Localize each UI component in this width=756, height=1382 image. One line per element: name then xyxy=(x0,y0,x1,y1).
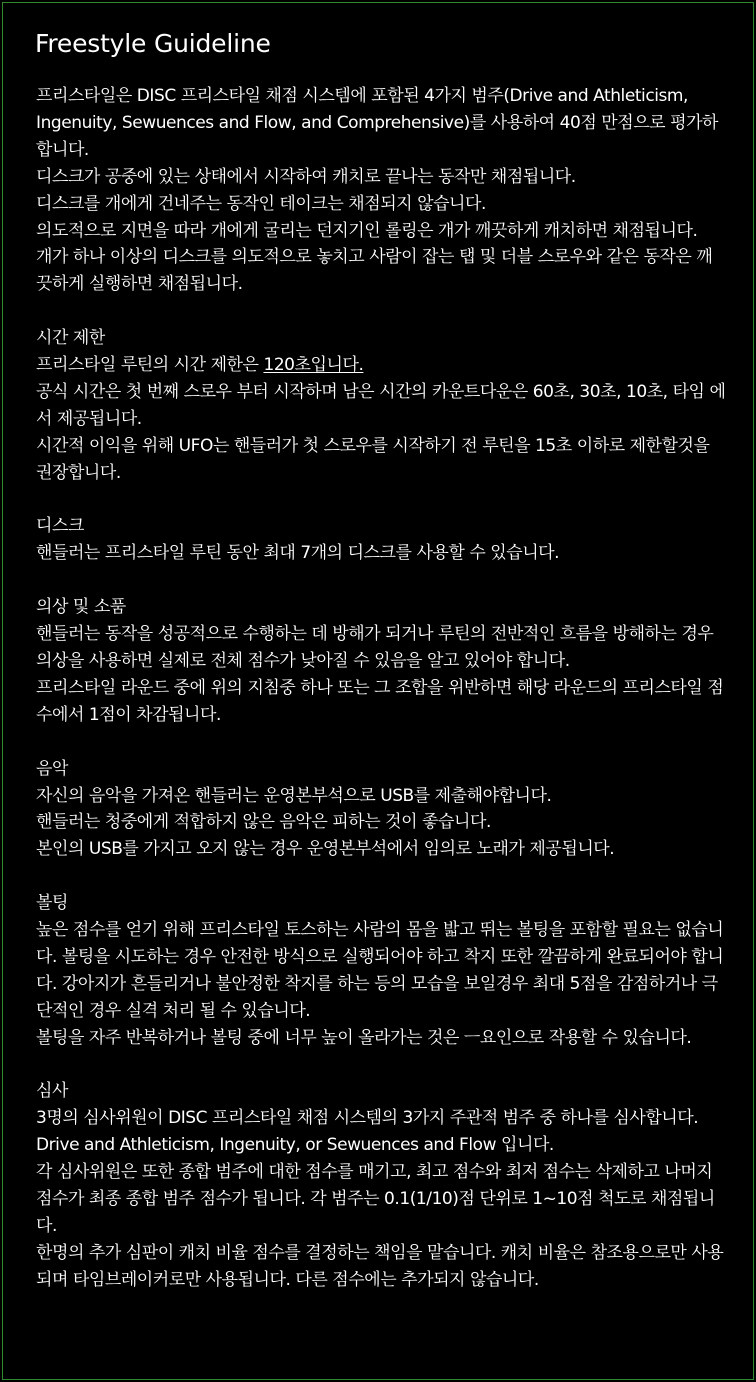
section-heading: 디스크 xyxy=(36,516,84,537)
section-judging xyxy=(36,1078,728,1293)
section-heading: 심사 xyxy=(36,1081,68,1102)
section-heading: 의상 및 소품 xyxy=(36,597,126,618)
paragraph: 디스크가 공중에 있는 상태에서 시작하여 캐치로 끝나는 동작만 채점됩니다. xyxy=(36,166,576,187)
paragraph: 프리스타일은 DISC 프리스타일 채점 시스템에 포함된 4가지 범주(Drive and Athleticism, Ingenuity, Sewuences and Flow, and Comprehensive)를 사용하여 40점 만점으로 평가하합니다. xyxy=(36,86,719,160)
section-intro xyxy=(36,83,728,298)
paragraph: 개가 하나 이상의 디스크를 의도적으로 놓치고 사람이 잡는 탭 및 더블 스로우와 같은 동작은 깨끗하게 실행하면 채점됩니다. xyxy=(36,247,713,295)
section-heading: 시간 제한 xyxy=(36,328,105,349)
paragraph: 각 심사위원은 또한 종합 범주에 대한 점수를 매기고, 최고 점수와 최저 점수는 삭제하고 나머지 점수가 최종 종합 범주 점수가 됩니다. 각 범주는 0.1(1/10)점 단위로 1~10점 척도로 채점됩니다. xyxy=(36,1162,715,1236)
section-disc xyxy=(36,513,728,567)
paragraph: 핸들러는 청중에게 적합하지 않은 음악은 피하는 것이 좋습니다. xyxy=(36,812,491,833)
page-title: Freestyle Guideline xyxy=(35,29,271,58)
section-vaulting xyxy=(36,890,728,1051)
paragraph: 공식 시간은 첫 번째 스로우 부터 시작하며 남은 시간의 카운트다운은 60초, 30초, 10초, 타임 에서 제공됩니다. xyxy=(36,381,726,429)
paragraph: 높은 점수를 얻기 위해 프리스타일 토스하는 사람의 몸을 밟고 뛰는 볼팅을 포함할 필요는 없습니다. 볼팅을 시도하는 경우 안전한 방식으로 실행되어야 하고 착지 또한 깔끔하게 완료되어야 합니다. 강아지가 흔들리거나 불안정한 착지를 하는 등의 모습을 보일경우 최대 5점을 감점하거나 극단적인 경우 실격 처리 될 수 있습니다. xyxy=(36,920,724,1021)
section-heading: 음악 xyxy=(36,758,68,779)
paragraph: 핸들러는 동작을 성공적으로 수행하는 데 방해가 되거나 루틴의 전반적인 흐름을 방해하는 경우 의상을 사용하면 실제로 전체 점수가 낮아질 수 있음을 알고 있어야 합니다. xyxy=(36,624,714,671)
guideline-panel xyxy=(2,2,754,1380)
paragraph: 핸들러는 프리스타일 루틴 동안 최대 7개의 디스크를 사용할 수 있습니다. xyxy=(36,543,560,564)
paragraph: 본인의 USB를 가지고 오지 않는 경우 운영본부석에서 임의로 노래가 제공됩니다. xyxy=(36,839,615,860)
underlined-time-limit: 120초입니다. xyxy=(263,355,364,376)
section-music xyxy=(36,756,728,864)
paragraph: 디스크를 개에게 건네주는 동작인 테이크는 채점되지 않습니다. xyxy=(36,193,486,214)
section-costume xyxy=(36,594,728,729)
paragraph: 한명의 추가 심판이 캐치 비율 점수를 결정하는 책임을 맡습니다. 캐치 비율은 참조용으로만 사용되며 타임브레이커로만 사용됩니다. 다른 점수에는 추가되지 않습니다. xyxy=(36,1242,724,1290)
paragraph: 의도적으로 지면을 따라 개에게 굴리는 던지기인 롤링은 개가 깨끗하게 캐치하면 채점됩니다. xyxy=(36,220,698,241)
section-heading: 볼팅 xyxy=(36,893,68,914)
paragraph: 시간적 이익을 위해 UFO는 핸들러가 첫 스로우를 시작하기 전 루틴을 15초 이하로 제한할것을 권장합니다. xyxy=(36,435,710,483)
paragraph: 볼팅을 자주 반복하거나 볼팅 중에 너무 높이 올라가는 것은 ㅡ요인으로 작용할 수 있습니다. xyxy=(36,1027,692,1048)
paragraph xyxy=(36,352,728,379)
paragraph: 3명의 심사위원이 DISC 프리스타일 채점 시스템의 3가지 주관적 범주 중 하나를 심사합니다. Drive and Athleticism, Ingenuity, or Sewuences and Flow 입니다. xyxy=(36,1108,699,1156)
paragraph: 자신의 음악을 가져온 핸들러는 운영본부석으로 USB를 제출해야합니다. xyxy=(36,785,552,806)
section-time-limit xyxy=(36,325,728,486)
guideline-content xyxy=(36,83,728,1321)
text-span: 프리스타일 루틴의 시간 제한은 xyxy=(36,355,264,376)
paragraph: 프리스타일 라운드 중에 위의 지침중 하나 또는 그 조합을 위반하면 해당 라운드의 프리스타일 점수에서 1점이 차감됩니다. xyxy=(36,677,724,725)
